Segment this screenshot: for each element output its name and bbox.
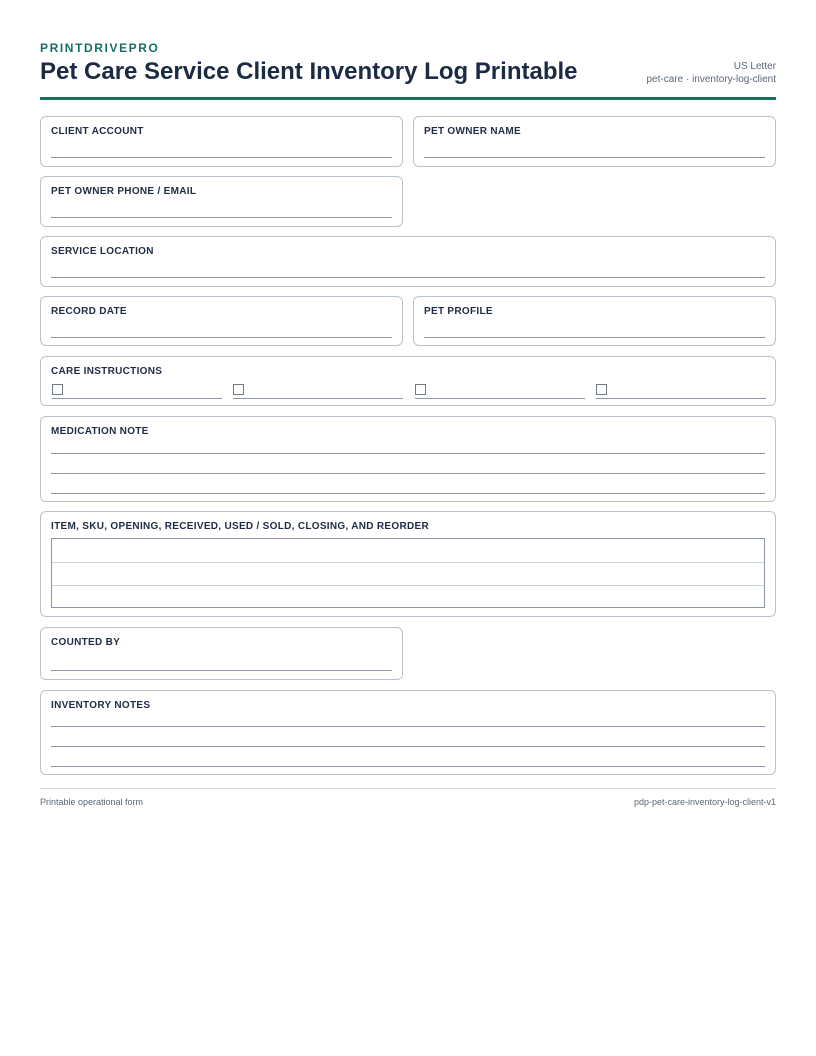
footer-form-code: pdp-pet-care-inventory-log-client-v1 xyxy=(633,797,776,807)
inventory-notes-label: INVENTORY NOTES xyxy=(51,700,151,711)
care-instructions-field xyxy=(40,356,776,406)
counted-by-input-line[interactable] xyxy=(51,670,392,671)
care-instruction-option-3 xyxy=(415,383,585,399)
medication-note-field xyxy=(40,416,776,502)
counted-by-field xyxy=(40,627,403,680)
checkbox[interactable] xyxy=(596,384,607,395)
pet-profile-input-line[interactable] xyxy=(424,337,765,338)
pet-owner-name-field xyxy=(413,116,776,167)
pet-owner-name-input-line[interactable] xyxy=(424,157,765,158)
client-account-field xyxy=(40,116,403,167)
record-date-input-line[interactable] xyxy=(51,337,392,338)
page-title: Pet Care Service Client Inventory Log Printable xyxy=(40,58,578,85)
option-write-line[interactable] xyxy=(415,398,585,399)
medication-note-label: MEDICATION NOTE xyxy=(51,426,149,437)
table-row-divider xyxy=(52,585,764,586)
checkbox[interactable] xyxy=(52,384,63,395)
care-instruction-option-2 xyxy=(233,383,403,399)
pet-owner-contact-input-line[interactable] xyxy=(51,217,392,218)
inventory-notes-line-1[interactable] xyxy=(51,726,765,727)
pet-owner-name-label: PET OWNER NAME xyxy=(424,126,521,137)
footer-left-text: Printable operational form xyxy=(40,797,144,807)
inventory-notes-line-2[interactable] xyxy=(51,746,765,747)
medication-note-line-1[interactable] xyxy=(51,453,765,454)
checkbox[interactable] xyxy=(233,384,244,395)
medication-note-line-3[interactable] xyxy=(51,493,765,494)
pet-profile-label: PET PROFILE xyxy=(424,306,493,317)
counted-by-label: COUNTED BY xyxy=(51,637,121,648)
service-location-field xyxy=(40,236,776,287)
care-instruction-option-1 xyxy=(52,383,222,399)
inventory-notes-line-3[interactable] xyxy=(51,766,765,767)
footer-rule xyxy=(40,788,776,789)
care-instructions-label: CARE INSTRUCTIONS xyxy=(51,366,163,377)
pet-owner-contact-field xyxy=(40,176,403,227)
document-meta xyxy=(647,60,777,86)
header-rule xyxy=(40,97,776,100)
record-date-field xyxy=(40,296,403,346)
paper-size: US Letter xyxy=(733,61,776,72)
table-row-divider xyxy=(52,562,764,563)
pet-owner-contact-label: PET OWNER PHONE / EMAIL xyxy=(51,186,197,197)
pet-profile-field xyxy=(413,296,776,346)
inventory-table-label: ITEM, SKU, OPENING, RECEIVED, USED / SOLD, CLOSING, AND REORDER xyxy=(51,521,430,532)
inventory-table-grid xyxy=(51,538,765,608)
client-account-label: CLIENT ACCOUNT xyxy=(51,126,144,137)
option-write-line[interactable] xyxy=(52,398,222,399)
option-write-line[interactable] xyxy=(233,398,403,399)
record-date-label: RECORD DATE xyxy=(51,306,127,317)
option-write-line[interactable] xyxy=(596,398,766,399)
service-location-label: SERVICE LOCATION xyxy=(51,246,154,257)
client-account-input-line[interactable] xyxy=(51,157,392,158)
service-location-input-line[interactable] xyxy=(51,277,765,278)
inventory-notes-field xyxy=(40,690,776,775)
medication-note-line-2[interactable] xyxy=(51,473,765,474)
brand-name: PRINTDRIVEPRO xyxy=(40,41,160,55)
care-instruction-option-4 xyxy=(596,383,766,399)
inventory-table-field xyxy=(40,511,776,617)
category-path: pet-care · inventory-log-client xyxy=(646,74,776,85)
checkbox[interactable] xyxy=(415,384,426,395)
